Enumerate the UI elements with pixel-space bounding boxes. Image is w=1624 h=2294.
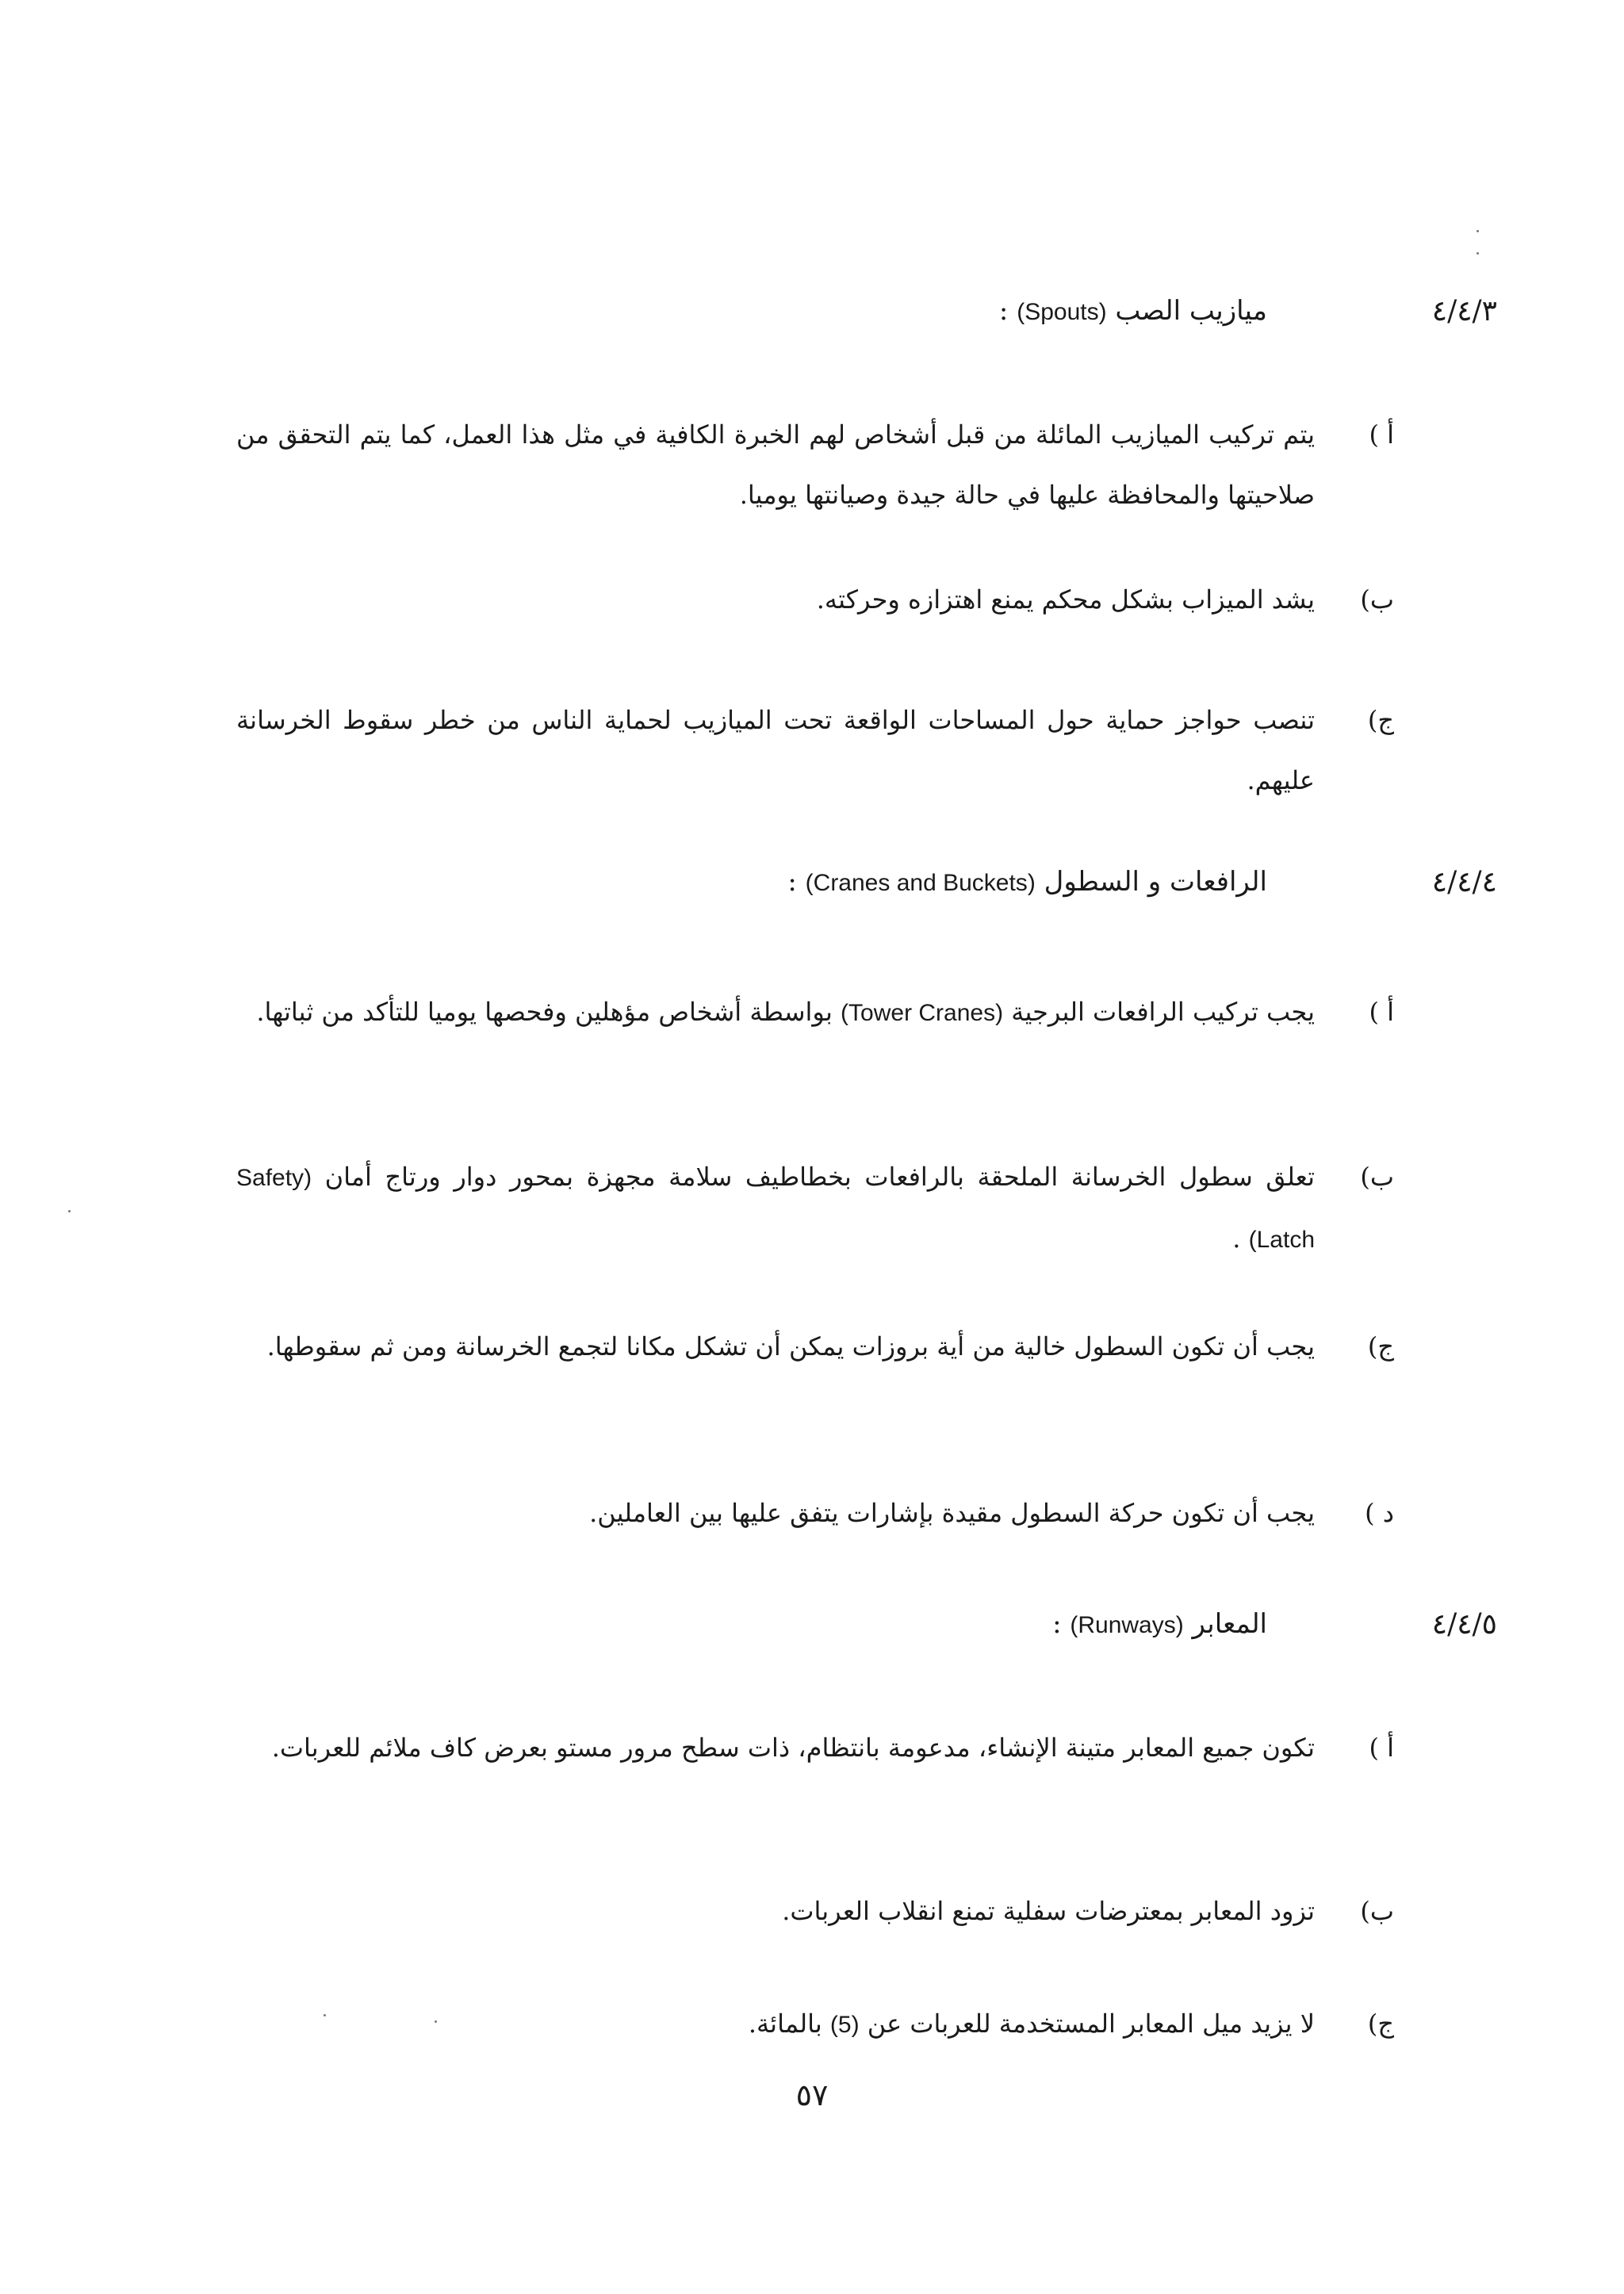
item-text: لا يزيد ميل المعابر المستخدمة للعربات عن (5) بالمائة. [748, 2009, 1315, 2039]
scan-speck [435, 2020, 437, 2023]
item-marker: أ ) [1369, 1733, 1394, 1763]
item-marker: ج) [1367, 2009, 1394, 2039]
item-text: تكون جميع المعابر متينة الإنشاء، مدعومة بانتظام، ذات سطح مرور مستو بعرض كاف ملائم للعربات. [271, 1733, 1315, 1763]
scan-speck [324, 2014, 326, 2016]
section-number: ٤/٤/٣ [1431, 295, 1497, 327]
list-item [236, 404, 1394, 525]
section-number: ٤/٤/٥ [1431, 1608, 1497, 1641]
list-item [236, 1718, 1394, 1778]
scan-speck [1477, 230, 1479, 232]
item-text: يجب أن تكون السطول خالية من أية بروزات يمكن أن تشكل مكانا لتجمع الخرسانة ومن ثم سقوطها. [266, 1331, 1315, 1361]
item-marker: ج) [1367, 705, 1394, 735]
scan-speck [1477, 252, 1479, 255]
section-heading-runways [228, 1608, 1497, 1656]
item-text: يجب تركيب الرافعات البرجية (Tower Cranes) بواسطة أشخاص مؤهلين وفحصها يوميا للتأكد من ثباتها. [256, 997, 1315, 1027]
item-marker: ج) [1367, 1331, 1394, 1361]
list-item [236, 1147, 1394, 1270]
item-marker: ب) [1360, 584, 1394, 615]
item-text: تعلق سطول الخرسانة الملحقة بالرافعات بخطاطيف سلامة مجهزة بمحور دوار ورتاج أمان (Safety Latch) . [236, 1162, 1316, 1254]
item-marker: ب) [1360, 1162, 1394, 1192]
page-number: ٥٧ [795, 2078, 829, 2112]
list-item [236, 1483, 1394, 1543]
item-text: يتم تركيب الميازيب المائلة من قبل أشخاص لهم الخبرة الكافية في مثل هذا العمل، كما يتم التحقق من صلاحيتها والمحافظة عليها في حالة جيدة وصيانتها يوميا. [236, 419, 1315, 510]
section-title: ميازيب الصب (Spouts) : [998, 295, 1267, 327]
list-item [236, 1316, 1394, 1377]
list-item [236, 690, 1394, 810]
item-marker: د ) [1365, 1498, 1394, 1528]
item-text: يجب أن تكون حركة السطول مقيدة بإشارات يتفق عليها بين العاملين. [589, 1498, 1315, 1528]
item-text: تزود المعابر بمعترضات سفلية تمنع انقلاب العربات. [782, 1896, 1315, 1926]
item-marker: أ ) [1369, 419, 1394, 450]
list-item [236, 1993, 1394, 2055]
item-text: تنصب حواجز حماية حول المساحات الواقعة تحت الميازيب لحماية الناس من خطر سقوط الخرسانة عليهم. [236, 705, 1315, 795]
list-item [236, 569, 1394, 630]
section-title: المعابر (Runways) : [1052, 1608, 1267, 1640]
section-title: الرافعات و السطول (Cranes and Buckets) : [787, 866, 1267, 898]
scan-speck [68, 1210, 71, 1212]
section-heading-cranes [228, 866, 1497, 913]
list-item [236, 1881, 1394, 1941]
list-item [236, 982, 1394, 1044]
section-number: ٤/٤/٤ [1431, 866, 1497, 898]
item-text: يشد الميزاب بشكل محكم يمنع اهتزازه وحركته. [816, 584, 1315, 615]
item-marker: ب) [1360, 1896, 1394, 1926]
item-marker: أ ) [1369, 997, 1394, 1027]
section-heading-spouts [228, 295, 1497, 343]
